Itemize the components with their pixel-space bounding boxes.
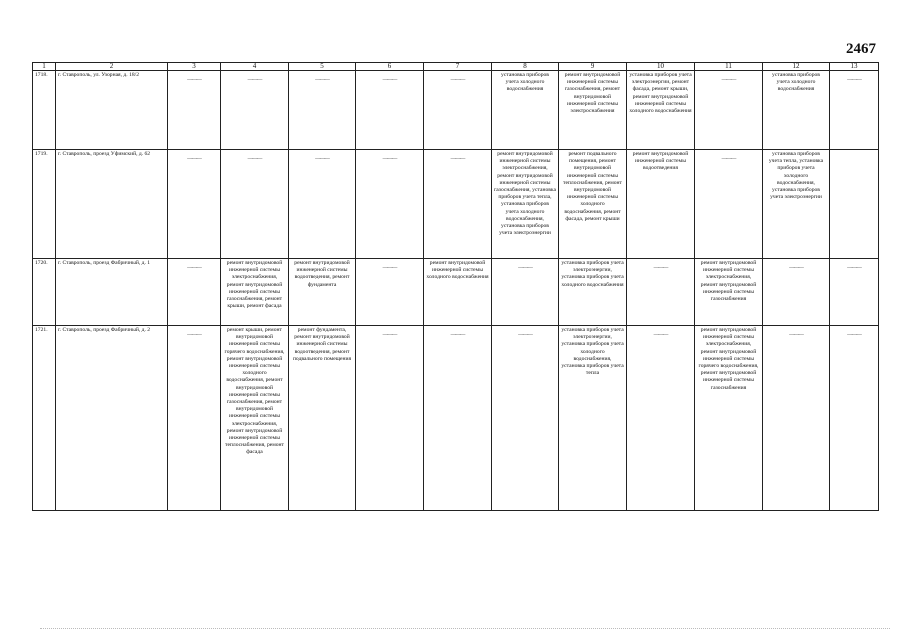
cell: ——— <box>763 326 830 511</box>
page-number: 2467 <box>846 41 876 57</box>
cell: ——— <box>763 259 830 326</box>
col-header: 7 <box>424 63 492 71</box>
cell: ——— <box>424 150 492 259</box>
cell: ——— <box>627 326 695 511</box>
row-number: 1718. <box>33 71 56 150</box>
cell: ——— <box>356 150 424 259</box>
col-header: 10 <box>627 63 695 71</box>
col-header: 9 <box>559 63 627 71</box>
cell: ремонт подвального помещения, ремонт внутридомовой инженерной системы теплоснабжения, ремонт внутридомовой инженерной системы холодного водоснабжения, ремонт фасада, ремонт крыши <box>559 150 627 259</box>
cell: ——— <box>830 326 879 511</box>
cell: установка приборов учета тепла, установка приборов учета холодного водоснабжения, установка приборов учета электроэнергии <box>763 150 830 259</box>
cell: ——— <box>289 150 356 259</box>
cell: установка приборов учета холодного водоснабжения <box>492 71 559 150</box>
cell: ремонт внутридомовой инженерной системы водоотведения <box>627 150 695 259</box>
cell: ремонт внутридомовой инженерной системы электроснабжения, ремонт внутридомовой инженерной системы газоснабжения, установка приборов учета тепла, установка приборов учета холодного водоснабжения, установка приборов учета электроэнергии <box>492 150 559 259</box>
cell: ——— <box>695 150 763 259</box>
row-number: 1721. <box>33 326 56 511</box>
cell: ——— <box>695 71 763 150</box>
cell: ——— <box>356 326 424 511</box>
row-address: г. Ставрополь, проезд Фабричный, д. 2 <box>56 326 168 511</box>
col-header: 8 <box>492 63 559 71</box>
cell: ——— <box>221 71 289 150</box>
cell: установка приборов учета холодного водоснабжения <box>763 71 830 150</box>
cell: ——— <box>492 326 559 511</box>
col-header: 12 <box>763 63 830 71</box>
cell: ——— <box>830 259 879 326</box>
table-row <box>33 71 879 150</box>
col-header: 4 <box>221 63 289 71</box>
cell: ——— <box>168 326 221 511</box>
cell: ——— <box>221 150 289 259</box>
cell: ремонт внутридомовой инженерной системы водоотведения, ремонт фундамента <box>289 259 356 326</box>
col-header: 2 <box>56 63 168 71</box>
row-number: 1719. <box>33 150 56 259</box>
col-header: 3 <box>168 63 221 71</box>
cell: ——— <box>356 71 424 150</box>
cell: ——— <box>492 259 559 326</box>
column-number-row <box>33 63 879 71</box>
cell: ремонт крыши, ремонт внутридомовой инженерной системы горячего водоснабжения, ремонт внутридомовой инженерной системы холодного водоснабжения, ремонт внутридомовой инженерной системы газоснабжения, ремонт внутридомовой инженерной системы электроснабжения, ремонт внутридомовой инженерной системы теплоснабжения, ремонт фасада <box>221 326 289 511</box>
cell: ремонт внутридомовой инженерной системы электроснабжения, ремонт внутридомовой инженерной системы газоснабжения, ремонт крыши, ремонт фасада <box>221 259 289 326</box>
table-row <box>33 259 879 326</box>
row-address: г. Ставрополь, ул. Узорная, д. 18/2 <box>56 71 168 150</box>
col-header: 13 <box>830 63 879 71</box>
scan-artifact-line <box>40 628 890 631</box>
cell: установка приборов учета электроэнергии, установка приборов учета холодного водоснабжения, установка приборов учета тепла <box>559 326 627 511</box>
row-address: г. Ставрополь, проезд Уфимский, д. 62 <box>56 150 168 259</box>
cell: ремонт внутридомовой инженерной системы электроснабжения, ремонт внутридомовой инженерной системы газоснабжения <box>695 259 763 326</box>
row-address: г. Ставрополь, проезд Фабричный, д. 1 <box>56 259 168 326</box>
cell: ремонт внутридомовой инженерной системы холодного водоснабжения <box>424 259 492 326</box>
cell: ——— <box>424 71 492 150</box>
cell: ——— <box>168 71 221 150</box>
table-row <box>33 150 879 259</box>
cell <box>830 150 879 259</box>
row-number: 1720. <box>33 259 56 326</box>
cell: ——— <box>289 71 356 150</box>
cell: ——— <box>168 259 221 326</box>
cell: ——— <box>168 150 221 259</box>
table-row <box>33 326 879 511</box>
renovation-table <box>32 62 879 511</box>
col-header: 5 <box>289 63 356 71</box>
cell: ——— <box>830 71 879 150</box>
cell: ремонт внутридомовой инженерной системы электроснабжения, ремонт внутридомовой инженерной системы горячего водоснабжения, ремонт внутридомовой инженерной системы газоснабжения <box>695 326 763 511</box>
cell: ремонт фундамента, ремонт внутридомовой инженерной системы водоотведения, ремонт подвального помещения <box>289 326 356 511</box>
cell: ——— <box>356 259 424 326</box>
cell: установка приборов учета электроэнергии, ремонт фасада, ремонт крыши, ремонт внутридомовой инженерной системы холодного водоснабжения <box>627 71 695 150</box>
col-header: 6 <box>356 63 424 71</box>
cell: ——— <box>424 326 492 511</box>
cell: ——— <box>627 259 695 326</box>
col-header: 11 <box>695 63 763 71</box>
cell: ремонт внутридомовой инженерной системы газоснабжения, ремонт внутридомовой инженерной системы электроснабжения <box>559 71 627 150</box>
cell: установка приборов учета электроэнергии, установка приборов учета холодного водоснабжения <box>559 259 627 326</box>
col-header: 1 <box>33 63 56 71</box>
